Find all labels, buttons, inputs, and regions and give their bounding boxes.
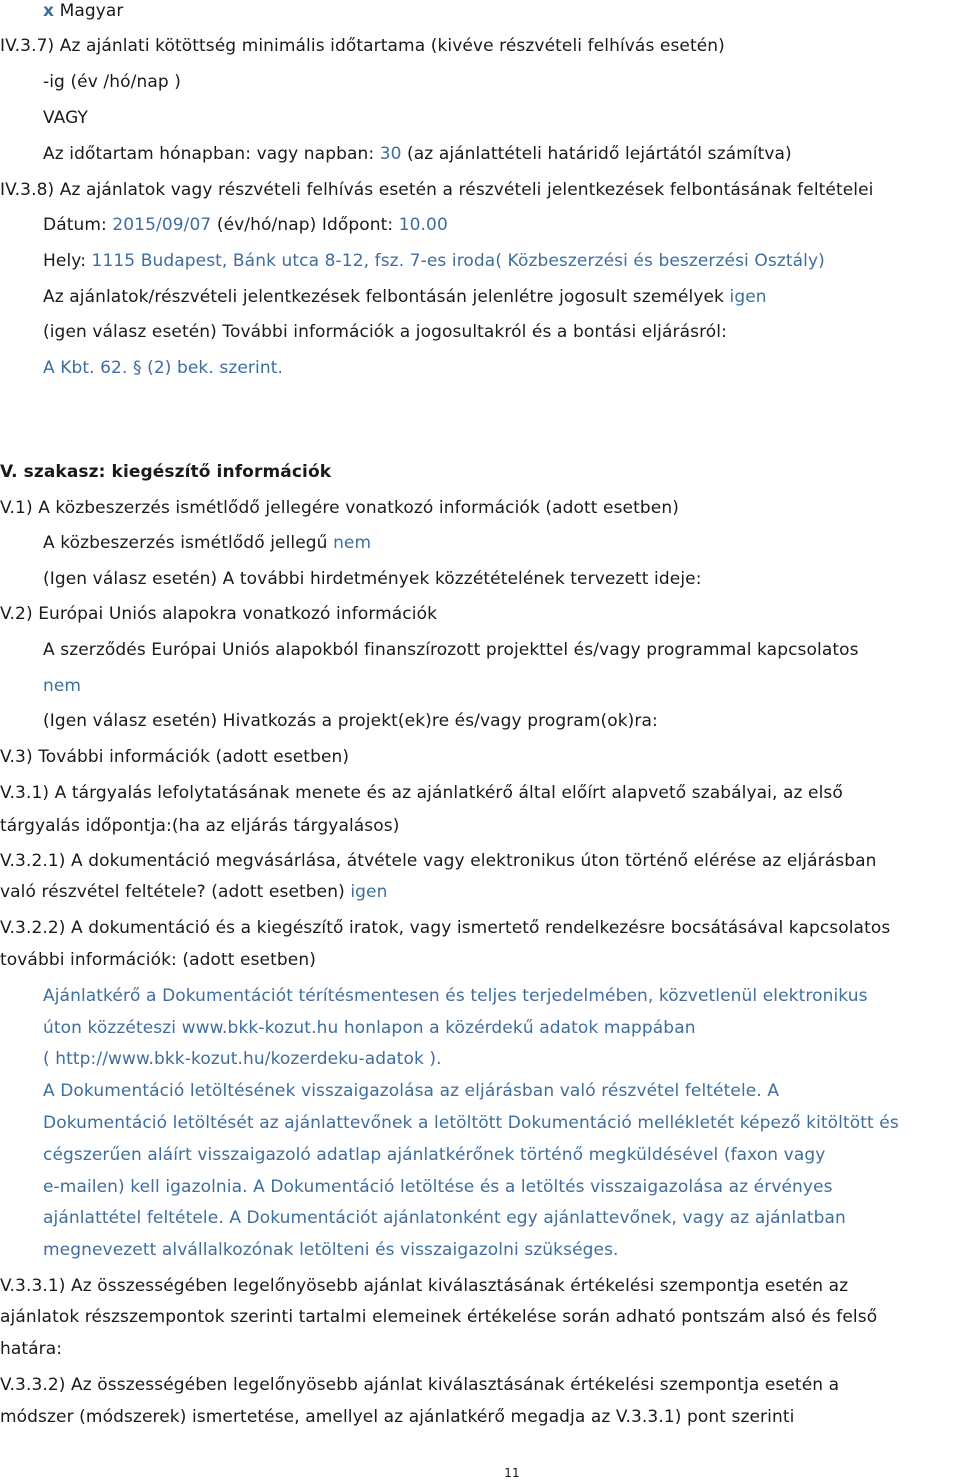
text-line: ajánlattétel feltétele. A Dokumentációt ajánlatonként egy ajánlattevőnek, vagy az ajánlatban	[43, 1208, 846, 1228]
text-line: A Dokumentáció letöltésének visszaigazolása az eljárásban való részvétel feltétele. A	[43, 1081, 780, 1101]
text-line: ajánlatok részszempontok szerinti tartalmi elemeinek értékelése során adható pontszám alsó és felső	[0, 1307, 878, 1327]
section-heading: V.3.2.1) A dokumentáció megvásárlása, átvétele vagy elektronikus úton történő elérése az eljárásban	[0, 851, 877, 871]
text-line: (igen válasz esetén) További információk a jogosultakról és a bontási eljárásról:	[43, 322, 727, 342]
section-heading: V.1) A közbeszerzés ismétlődő jellegére vonatkozó információk (adott esetben)	[0, 498, 679, 518]
text-line: tárgyalás időpontja:(ha az eljárás tárgyalásos)	[0, 816, 400, 836]
text-line: -ig (év /hó/nap )	[43, 72, 181, 92]
section-heading: V.3.1) A tárgyalás lefolytatásának menete és az ajánlatkérő által előírt alapvető szabályai, az első	[0, 783, 843, 803]
text-line: Hely: 1115 Budapest, Bánk utca 8-12, fsz. 7-es iroda( Közbeszerzési és beszerzési Osztály)	[43, 251, 825, 271]
section-heading: V.3.2.2) A dokumentáció és a kiegészítő iratok, vagy ismertető rendelkezésre bocsátásával kapcsolatos	[0, 918, 891, 938]
text-line: A Kbt. 62. § (2) bek. szerint.	[43, 358, 283, 378]
text-line: további információk: (adott esetben)	[0, 950, 316, 970]
language-option: x Magyar	[43, 1, 124, 21]
text-line: Az időtartam hónapban: vagy napban: 30 (az ajánlattételi határidő lejártától számítva)	[43, 144, 792, 164]
text-line: nem	[43, 676, 82, 696]
text-line: Dokumentáció letöltését az ajánlattevőnek a letöltött Dokumentáció mellékletét képező kitöltött és	[43, 1113, 899, 1133]
text-line: Ajánlatkérő a Dokumentációt térítésmentesen és teljes terjedelmében, közvetlenül elektronikus	[43, 986, 868, 1006]
section-heading: V.3.3.2) Az összességében legelőnyösebb ajánlat kiválasztásának értékelési szempontja esetén a	[0, 1375, 840, 1395]
section-heading: IV.3.8) Az ajánlatok vagy részvételi felhívás esetén a részvételi jelentkezések felbontásának feltételei	[0, 180, 874, 200]
section-title: V. szakasz: kiegészítő információk	[0, 462, 332, 482]
text-line: Dátum: 2015/09/07 (év/hó/nap) Időpont: 10.00	[43, 215, 448, 235]
text-line: való részvétel feltétele? (adott esetben) igen	[0, 882, 388, 902]
text-line: e-mailen) kell igazolnia. A Dokumentáció letöltése és a letöltés visszaigazolása az érvényes	[43, 1177, 833, 1197]
text-line: (Igen válasz esetén) A további hirdetmények közzétételének tervezett ideje:	[43, 569, 702, 589]
text-line: cégszerűen aláírt visszaigazoló adatlap ajánlatkérőnek történő megküldésével (faxon vagy	[43, 1145, 826, 1165]
text-line: A közbeszerzés ismétlődő jellegű nem	[43, 533, 372, 553]
text-line: úton közzéteszi www.bkk-kozut.hu honlapon a közérdekű adatok mappában	[43, 1018, 696, 1038]
page-number: 11	[504, 1466, 520, 1480]
text-line: megnevezett alvállalkozónak letölteni és visszaigazolni szükséges.	[43, 1240, 619, 1260]
text-line: A szerződés Európai Uniós alapokból finanszírozott projekttel és/vagy programmal kapcsolatos	[43, 640, 859, 660]
section-heading: IV.3.7) Az ajánlati kötöttség minimális időtartama (kivéve részvételi felhívás esetén)	[0, 36, 725, 56]
text-line: VAGY	[43, 108, 88, 128]
text-line: módszer (módszerek) ismertetése, amellyel az ajánlatkérő megadja az V.3.3.1) pont szerinti	[0, 1407, 795, 1427]
section-heading: V.3.3.1) Az összességében legelőnyösebb ajánlat kiválasztásának értékelési szempontja esetén az	[0, 1276, 849, 1296]
text-line: határa:	[0, 1339, 63, 1359]
link-text: ( http://www.bkk-kozut.hu/kozerdeku-adatok ).	[43, 1049, 442, 1069]
text-line: Az ajánlatok/részvételi jelentkezések felbontásán jelenlétre jogosult személyek igen	[43, 287, 767, 307]
section-heading: V.2) Európai Uniós alapokra vonatkozó információk	[0, 604, 438, 624]
section-heading: V.3) További információk (adott esetben)	[0, 747, 350, 767]
text-line: (Igen válasz esetén) Hivatkozás a projekt(ek)re és/vagy program(ok)ra:	[43, 711, 658, 731]
